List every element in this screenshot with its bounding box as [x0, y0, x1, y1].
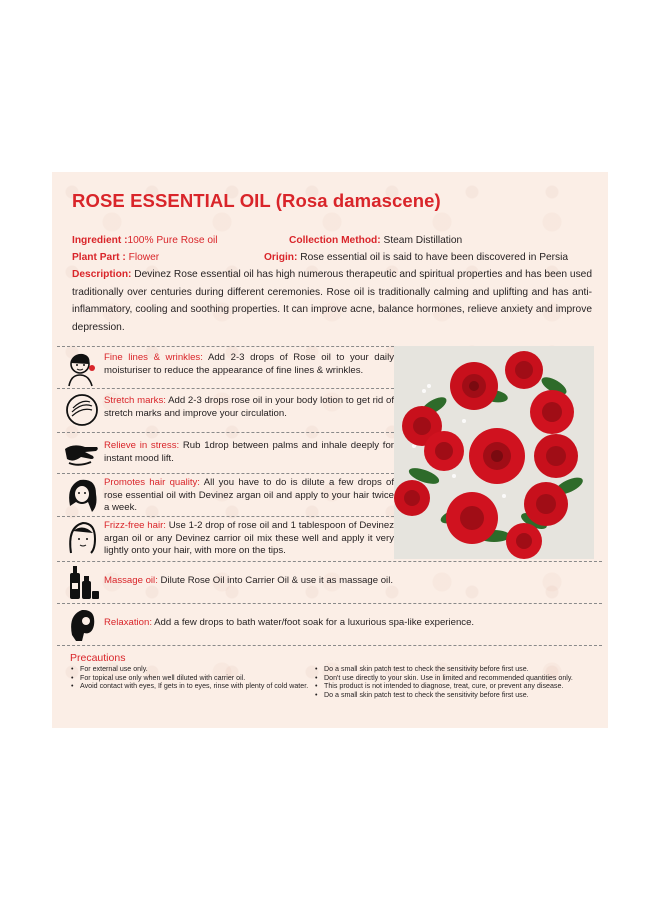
divider	[57, 473, 394, 474]
list-item: • For topical use only when well diluted with carrier oil.	[70, 674, 310, 683]
benefit-body: Add a few drops to bath water/foot soak for a luxurious spa-like experience.	[152, 617, 475, 628]
benefit-text	[104, 395, 394, 420]
divider	[57, 346, 394, 347]
description-text: Devinez Rose essential oil has high numerous therapeutic and spiritual properties and has been used traditionally over centuries during different ceremonies. Rose oil is traditionally calming and uplifting and has anti-inflammatory, cooling and soothing properties. It can improve acne, balance hormones, relieve anxiety and improve depression.	[72, 269, 592, 333]
face-icon	[63, 350, 101, 388]
precautions-list-right	[314, 665, 604, 699]
benefit-heading: Frizz-free hair:	[104, 520, 166, 531]
benefit-text	[104, 440, 394, 465]
origin-value: Rose essential oil is said to have been discovered in Persia	[297, 252, 569, 263]
list-item: • Avoid contact with eyes, If gets in to eyes, rinse with plenty of cold water.	[70, 682, 310, 691]
benefit-text	[104, 477, 394, 515]
list-item: • For external use only.	[70, 665, 310, 674]
benefit-heading: Relaxation:	[104, 617, 152, 628]
ingredient-value: 100% Pure Rose oil	[127, 235, 218, 246]
stretch-marks-icon	[63, 391, 101, 429]
divider	[57, 603, 602, 604]
list-item: • Do a small skin patch test to check the sensitivity before first use.	[314, 665, 604, 674]
benefit-heading: Promotes hair quality:	[104, 477, 200, 488]
collection-row	[289, 235, 462, 246]
collection-value: Steam Distillation	[380, 235, 463, 246]
origin-label: Origin:	[264, 252, 298, 263]
benefit-heading: Stretch marks:	[104, 395, 166, 406]
plant-part-row	[72, 252, 159, 263]
precautions-list-left	[70, 665, 310, 691]
benefit-body: Add 2-3 drops of Rose oil to your daily moisturiser to reduce the appearance of fine lines & wrinkles.	[104, 352, 394, 376]
benefit-heading: Relieve in stress:	[104, 440, 180, 451]
woman-hair-icon	[63, 519, 101, 557]
benefit-text	[104, 575, 524, 588]
rose-bouquet-image	[394, 346, 594, 559]
plant-part-value: Flower	[125, 252, 160, 263]
benefit-body: Use 1-2 drop of rose oil and 1 tablespoon of Devinez argan oil or any Devinez carrior oil mix these well and apply it very lightly onto your hair, with more on the tips.	[104, 520, 394, 556]
benefit-body: Dilute Rose Oil into Carrier Oil & use it as massage oil.	[157, 575, 393, 586]
benefit-body: Rub 1drop between palms and inhale deeply for instant mood lift.	[104, 440, 394, 464]
benefit-text	[104, 352, 394, 377]
relaxation-icon	[63, 605, 101, 643]
list-item: • Do a small skin patch test to check the sensitivity before first use.	[314, 691, 604, 700]
benefit-heading: Massage oil:	[104, 575, 158, 586]
product-info-panel	[52, 172, 608, 728]
benefit-body: All you have to do is dilute a few drops of rose essential oil with Devinez argan oil and apply to your hair twice a week.	[104, 477, 394, 513]
page-title: ROSE ESSENTIAL OIL (Rosa damascene)	[72, 190, 441, 211]
plant-part-label: Plant Part :	[72, 252, 126, 263]
list-item: • Don't use directly to your skin. Use in limited and recommended quantities only.	[314, 674, 604, 683]
precautions-title: Precautions	[70, 652, 126, 664]
description	[72, 266, 592, 336]
divider	[57, 516, 394, 517]
benefit-text	[104, 617, 574, 630]
benefit-body: Add 2-3 drops rose oil in your body lotion to get rid of stretch marks and improve your circulation.	[104, 395, 395, 419]
bottles-icon	[63, 563, 101, 601]
divider	[57, 388, 394, 389]
collection-label: Collection Method:	[289, 235, 381, 246]
palms-icon	[63, 435, 101, 473]
description-label: Description:	[72, 269, 132, 280]
hair-icon	[63, 476, 101, 514]
benefit-text	[104, 520, 394, 558]
ingredient-label: Ingredient :	[72, 235, 128, 246]
benefit-heading: Fine lines & wrinkles:	[104, 352, 203, 363]
divider	[57, 561, 602, 562]
ingredient-row	[72, 235, 218, 246]
list-item: • This product is not intended to diagnose, treat, cure, or prevent any disease.	[314, 682, 604, 691]
origin-row	[264, 252, 568, 263]
divider	[57, 432, 394, 433]
